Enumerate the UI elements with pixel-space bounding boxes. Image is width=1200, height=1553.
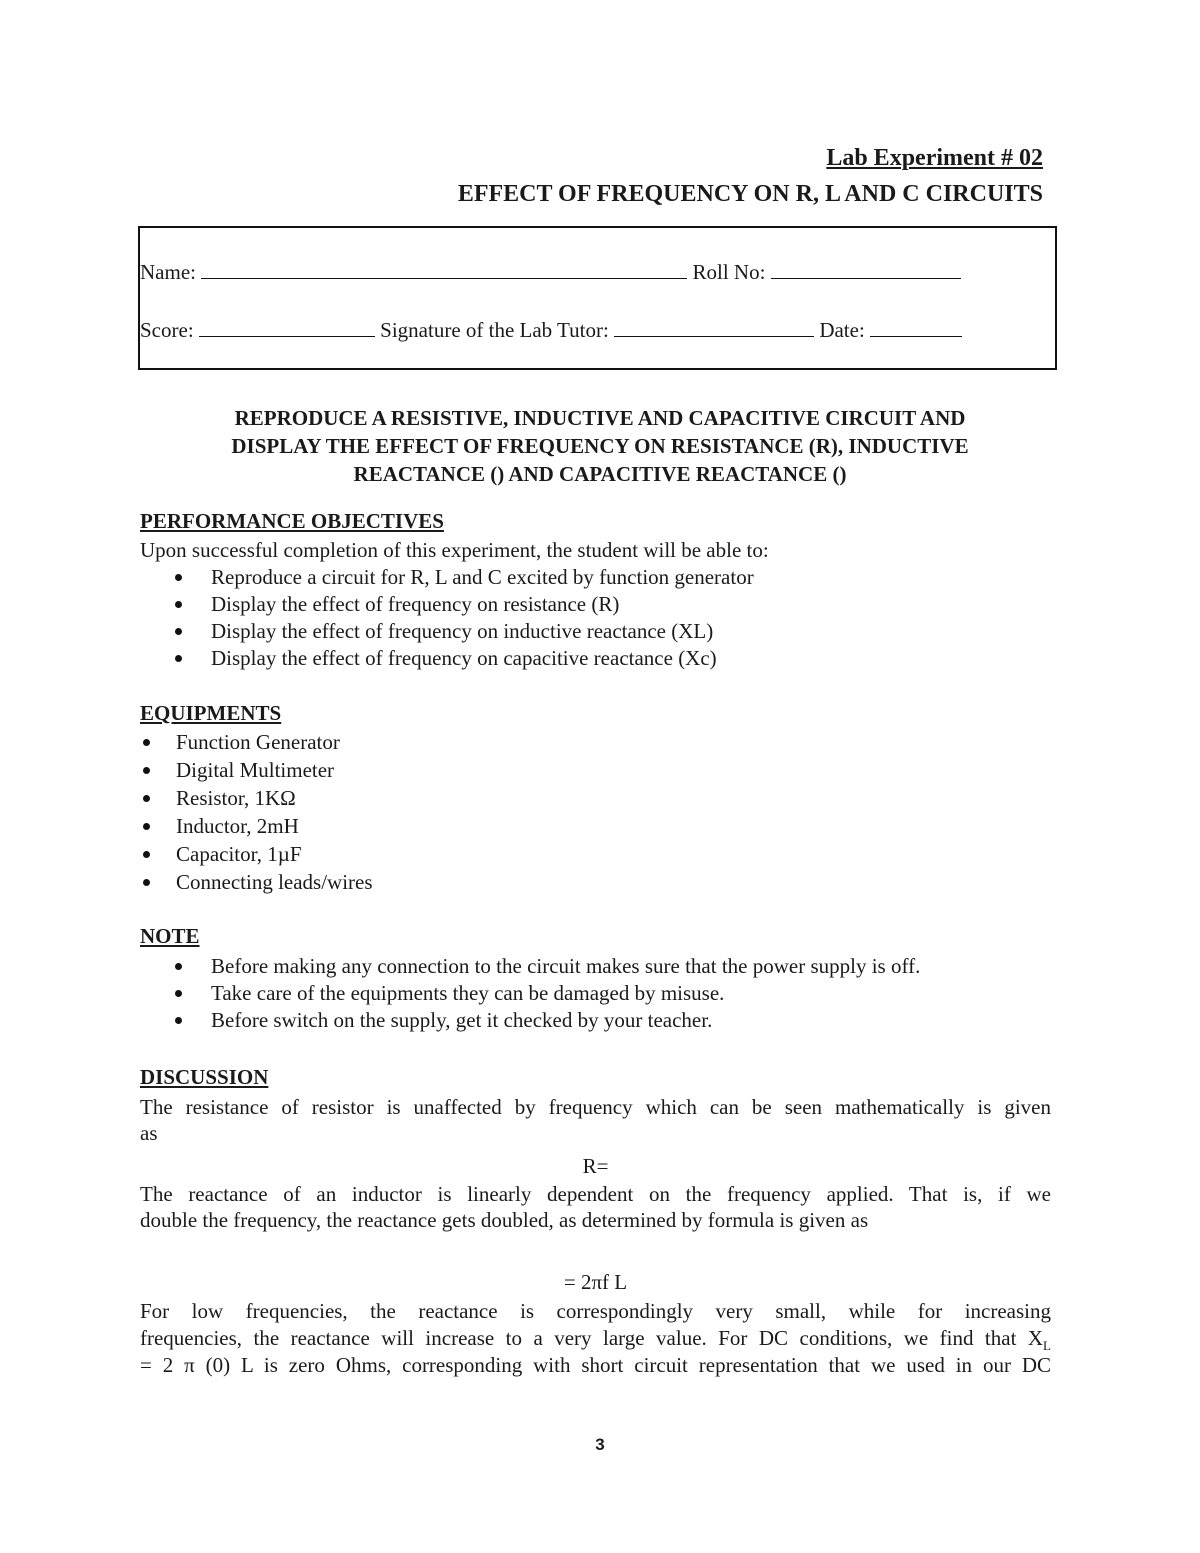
list-item: Function Generator — [141, 728, 373, 756]
list-item: Capacitor, 1µF — [141, 840, 373, 868]
bullet-icon — [143, 823, 150, 830]
bullet-icon — [143, 795, 150, 802]
bullet-icon — [175, 990, 182, 997]
list-item: Before switch on the supply, get it checked by your teacher. — [175, 1007, 920, 1034]
note-list — [175, 953, 920, 1034]
bullet-icon — [175, 601, 182, 608]
name-row — [140, 260, 961, 285]
list-item: Display the effect of frequency on capacitive reactance (Xc) — [175, 645, 754, 672]
bullet-icon — [143, 851, 150, 858]
resistance-equation: R= — [582, 1154, 609, 1178]
bullet-icon — [143, 879, 150, 886]
aim-line-2: DISPLAY THE EFFECT OF FREQUENCY ON RESISTANCE (R), INDUCTIVE — [231, 434, 969, 458]
signature-field[interactable] — [614, 318, 814, 337]
name-label: Name: — [140, 260, 196, 284]
bullet-icon — [175, 574, 182, 581]
score-label: Score: — [140, 318, 194, 342]
list-item: Before making any connection to the circuit makes sure that the power supply is off. — [175, 953, 920, 980]
bullet-icon — [175, 963, 182, 970]
aim-line-1: REPRODUCE A RESISTIVE, INDUCTIVE AND CAPACITIVE CIRCUIT AND — [234, 406, 966, 430]
list-item: Display the effect of frequency on inductive reactance (XL) — [175, 618, 754, 645]
discussion-p3-line3: = 2 π (0) L is zero Ohms, corresponding with short circuit representation that we used in our DC — [140, 1353, 1051, 1377]
student-info-box — [138, 226, 1057, 370]
signature-label: Signature of the Lab Tutor: — [380, 318, 609, 342]
discussion-p3-line1: For low frequencies, the reactance is correspondingly very small, while for increasing — [140, 1299, 1051, 1323]
date-label: Date: — [819, 318, 865, 342]
list-item: Reproduce a circuit for R, L and C excited by function generator — [175, 564, 754, 591]
discussion-heading: DISCUSSION — [140, 1065, 269, 1089]
bullet-icon — [143, 739, 150, 746]
roll-field[interactable] — [771, 260, 961, 279]
note-heading: NOTE — [140, 924, 200, 948]
inductive-reactance-equation: = 2πf L — [563, 1270, 628, 1294]
discussion-p2-line1: The reactance of an inductor is linearly dependent on the frequency applied. That is, if we — [140, 1182, 1051, 1206]
discussion-p1-line2: as — [140, 1121, 158, 1145]
list-item: Display the effect of frequency on resistance (R) — [175, 591, 754, 618]
date-field[interactable] — [870, 318, 962, 337]
list-item: Digital Multimeter — [141, 756, 373, 784]
objectives-list — [175, 564, 754, 672]
roll-label: Roll No: — [692, 260, 766, 284]
bullet-icon — [175, 1017, 182, 1024]
objectives-intro: Upon successful completion of this experiment, the student will be able to: — [140, 538, 769, 562]
score-row — [140, 318, 962, 343]
list-item: Inductor, 2mH — [141, 812, 373, 840]
objectives-heading: PERFORMANCE OBJECTIVES — [140, 509, 444, 533]
equipments-heading: EQUIPMENTS — [140, 701, 282, 725]
score-field[interactable] — [199, 318, 375, 337]
list-item: Resistor, 1KΩ — [141, 784, 373, 812]
discussion-p3-line2: frequencies, the reactance will increase to a very large value. For DC conditions, we find that $X_L$ — [140, 1326, 1051, 1354]
bullet-icon — [175, 628, 182, 635]
equipments-list — [141, 728, 373, 896]
page-number: 3 — [595, 1435, 605, 1454]
list-item: Take care of the equipments they can be damaged by misuse. — [175, 980, 920, 1007]
discussion-p1-line1: The resistance of resistor is unaffected by frequency which can be seen mathematically is given — [140, 1095, 1051, 1119]
page-title: EFFECT OF FREQUENCY ON R, L AND C CIRCUITS — [457, 181, 1043, 207]
name-field[interactable] — [201, 260, 687, 279]
bullet-icon — [175, 655, 182, 662]
list-item: Connecting leads/wires — [141, 868, 373, 896]
lab-number: Lab Experiment # 02 — [826, 145, 1043, 171]
aim-line-3: REACTANCE () AND CAPACITIVE REACTANCE () — [353, 462, 847, 486]
discussion-p2-line2: double the frequency, the reactance gets doubled, as determined by formula is given as — [140, 1208, 869, 1232]
bullet-icon — [143, 767, 150, 774]
